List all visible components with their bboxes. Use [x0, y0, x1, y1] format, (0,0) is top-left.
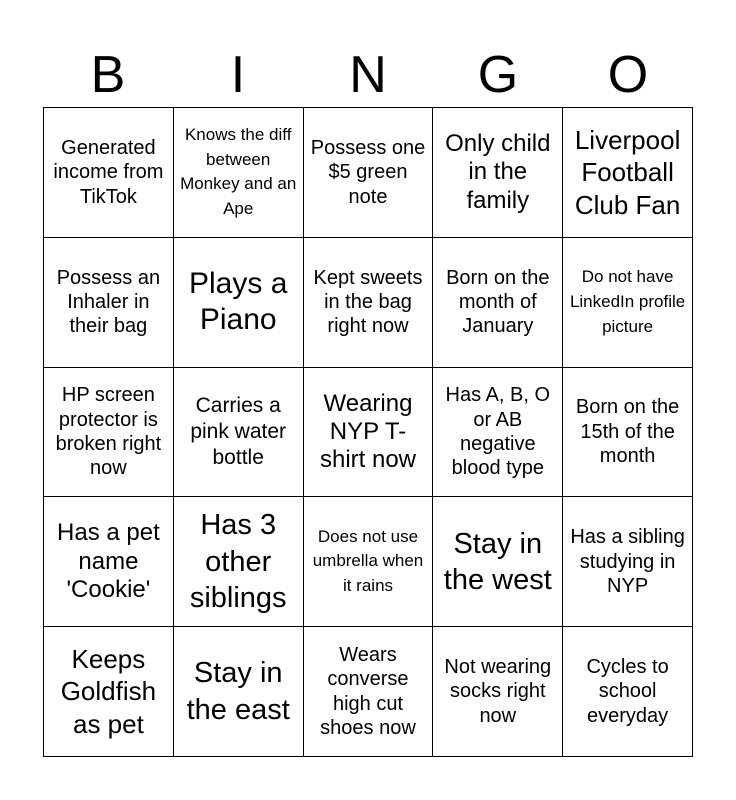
header-letter-n: N	[349, 46, 387, 104]
bingo-header	[43, 44, 693, 106]
header-letter-o: O	[607, 46, 649, 104]
bingo-card	[43, 107, 693, 757]
bingo-cell[interactable]: Has a sibling studying in NYP	[563, 497, 693, 627]
bingo-cell[interactable]: Liverpool Football Club Fan	[563, 108, 693, 238]
bingo-cell[interactable]: Does not use umbrella when it rains	[304, 497, 434, 627]
bingo-cell[interactable]: HP screen protector is broken right now	[44, 368, 174, 498]
bingo-cell[interactable]: Has A, B, O or AB negative blood type	[433, 368, 563, 498]
bingo-cell[interactable]: Possess an Inhaler in their bag	[44, 238, 174, 368]
bingo-cell[interactable]: Wears converse high cut shoes now	[304, 627, 434, 757]
bingo-cell[interactable]: Wearing NYP T-shirt now	[304, 368, 434, 498]
bingo-cell[interactable]: Kept sweets in the bag right now	[304, 238, 434, 368]
bingo-cell[interactable]: Plays a Piano	[174, 238, 304, 368]
bingo-cell[interactable]: Only child in the family	[433, 108, 563, 238]
header-letter-g: G	[477, 46, 519, 104]
bingo-cell[interactable]: Keeps Goldfish as pet	[44, 627, 174, 757]
bingo-cell[interactable]: Possess one $5 green note	[304, 108, 434, 238]
bingo-cell[interactable]: Born on the month of January	[433, 238, 563, 368]
bingo-cell[interactable]: Knows the diff between Monkey and an Ape	[174, 108, 304, 238]
bingo-cell[interactable]: Generated income from TikTok	[44, 108, 174, 238]
bingo-cell[interactable]: Do not have LinkedIn profile picture	[563, 238, 693, 368]
bingo-cell[interactable]: Cycles to school everyday	[563, 627, 693, 757]
bingo-cell[interactable]: Carries a pink water bottle	[174, 368, 304, 498]
bingo-cell[interactable]: Stay in the west	[433, 497, 563, 627]
bingo-cell[interactable]: Born on the 15th of the month	[563, 368, 693, 498]
bingo-cell[interactable]: Not wearing socks right now	[433, 627, 563, 757]
bingo-cell[interactable]: Has 3 other siblings	[174, 497, 304, 627]
bingo-cell[interactable]: Has a pet name 'Cookie'	[44, 497, 174, 627]
header-letter-b: B	[90, 46, 126, 104]
header-letter-i: I	[230, 46, 246, 104]
bingo-cell[interactable]: Stay in the east	[174, 627, 304, 757]
